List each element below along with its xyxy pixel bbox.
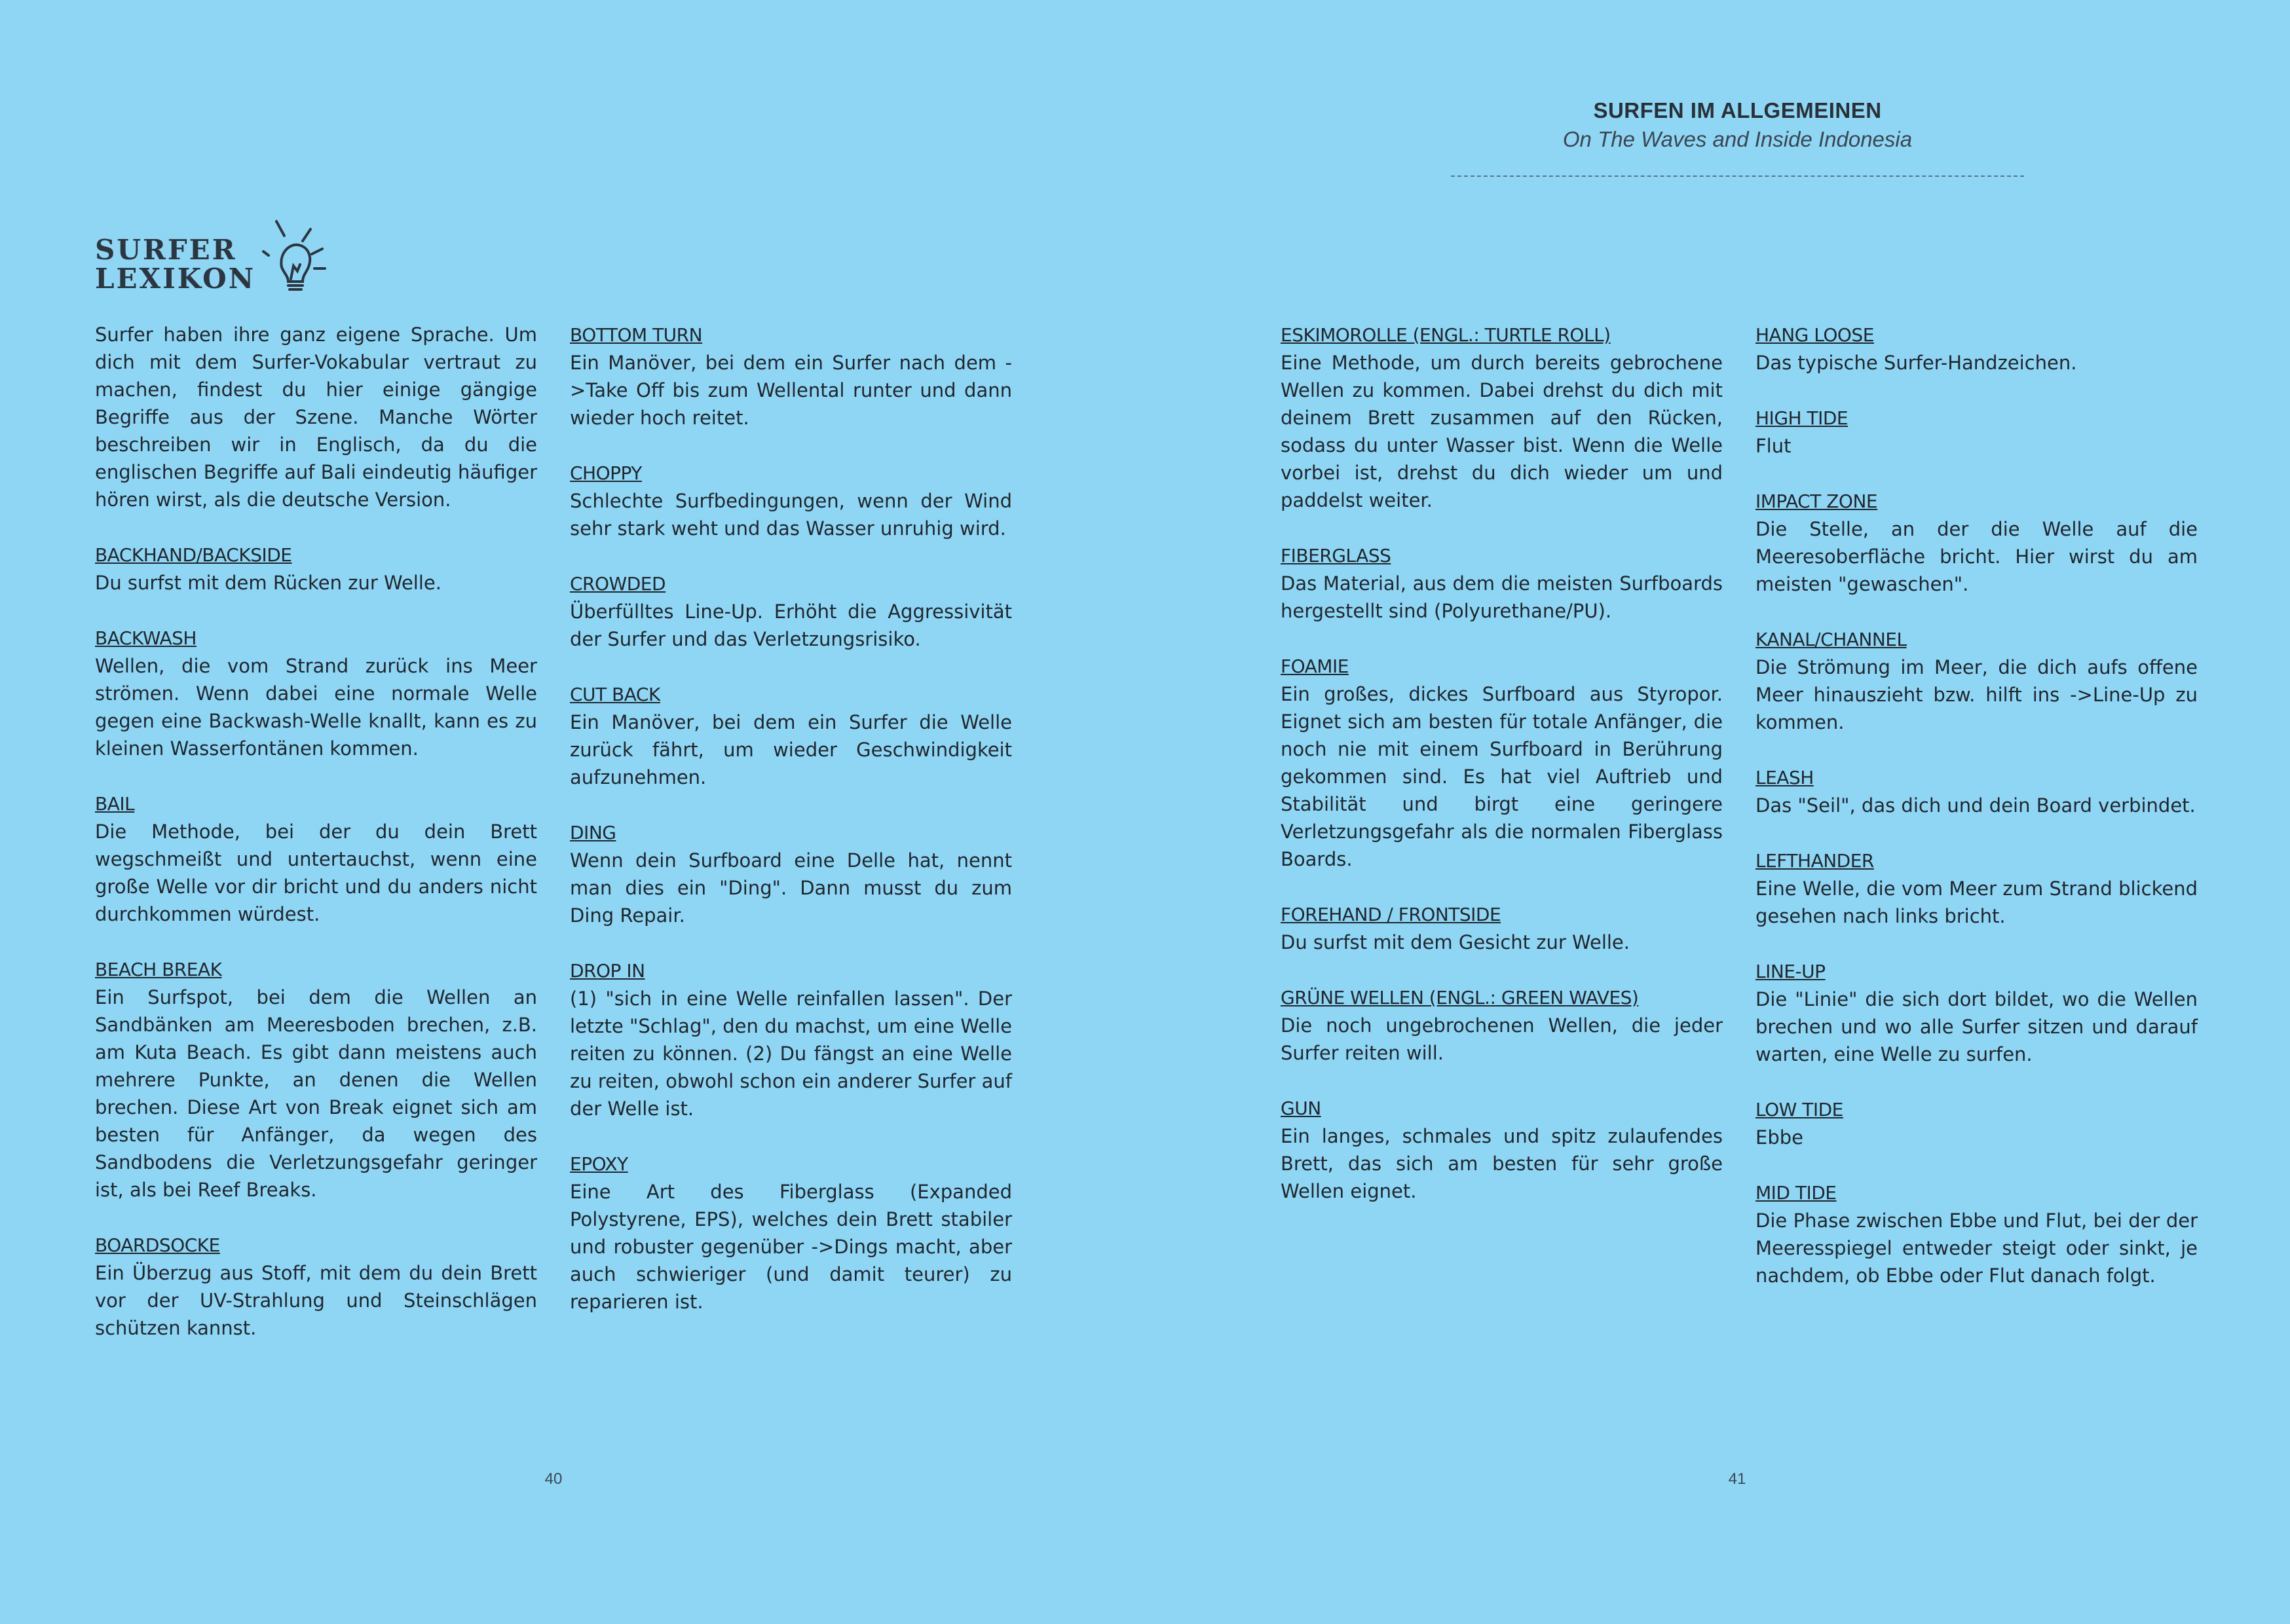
entry-definition: Die Phase zwischen Ebbe und Flut, bei der der Meeresspiegel entweder steigt oder sinkt, je nachdem, ob Ebbe oder Flut danach folgt. xyxy=(1755,1209,2198,1287)
entry-definition: Das typische Surfer-Handzeichen. xyxy=(1755,352,2077,374)
entry-definition: Du surfst mit dem Rücken zur Welle. xyxy=(95,572,441,594)
entry-term: BEACH BREAK xyxy=(95,959,222,980)
entry-definition: Das "Seil", das dich und dein Board verbindet. xyxy=(1755,794,2196,817)
lexicon-entry xyxy=(1755,847,2198,930)
lexicon-entry xyxy=(95,624,537,762)
lexicon-entry xyxy=(1755,957,2198,1068)
lexicon-entry xyxy=(1755,625,2198,736)
entry-term: LOW TIDE xyxy=(1755,1099,1843,1120)
entry-term: BACKHAND/BACKSIDE xyxy=(95,544,292,566)
lexicon-entry xyxy=(570,321,1012,432)
entry-definition: Flut xyxy=(1755,435,1792,457)
entry-definition: Du surfst mit dem Gesicht zur Welle. xyxy=(1281,931,1630,953)
entry-term: FOREHAND / FRONTSIDE xyxy=(1281,904,1501,925)
entry-definition: Eine Methode, um durch bereits gebrochene Wellen zu kommen. Dabei drehst du dich mit deinem Brett zusammen auf den Rücken, sodass du unter Wasser bist. Wenn die Welle vorbei ist, drehst du dich wieder um und paddelst weiter. xyxy=(1281,352,1723,511)
entry-term: FOAMIE xyxy=(1281,655,1349,677)
entry-definition: Ein Manöver, bei dem ein Surfer nach dem ->Take Off bis zum Wellental runter und dann wieder hoch reitet. xyxy=(570,352,1012,429)
entry-definition: Ein großes, dickes Surfboard aus Styropor. Eignet sich am besten für totale Anfänger, die noch nie mit einem Surfboard in Berührung gekommen sind. Es hat viel Auftrieb und Stabilität und birgt eine geringere Verletzungsgefahr als die normalen Fiberglass Boards. xyxy=(1281,683,1723,870)
lexicon-entry xyxy=(1755,404,2198,460)
entry-term: HIGH TIDE xyxy=(1755,407,1849,429)
entry-term: HANG LOOSE xyxy=(1755,324,1874,346)
section-title: SURFEN IM ALLGEMEINEN xyxy=(1593,98,1882,122)
logo-text xyxy=(95,236,255,293)
lexicon-column-1 xyxy=(95,321,537,1369)
lexicon-entry xyxy=(95,955,537,1204)
entry-term: GUN xyxy=(1281,1098,1321,1119)
entry-term: DING xyxy=(570,822,616,843)
lexicon-entry xyxy=(95,790,537,928)
entry-term: CROWDED xyxy=(570,573,666,595)
entry-definition: Die Strömung im Meer, die dich aufs offene Meer hinauszieht bzw. hilft ins ->Line-Up zu kommen. xyxy=(1755,656,2198,733)
lexicon-entry xyxy=(1755,764,2198,819)
lexicon-entry xyxy=(1281,321,1723,514)
logo-line-2: LEXIKON xyxy=(95,263,256,295)
lexicon-entry xyxy=(570,570,1012,653)
section-subtitle: On The Waves and Inside Indonesia xyxy=(1562,127,1913,151)
surfer-lexikon-logo xyxy=(95,216,350,301)
page-number-left: 40 xyxy=(544,1470,563,1488)
lexicon-entry xyxy=(1281,900,1723,956)
entry-definition: Die "Linie" die sich dort bildet, wo die Wellen brechen und wo alle Surfer sitzen und darauf warten, eine Welle zu surfen. xyxy=(1755,988,2198,1065)
lexicon-entry xyxy=(1755,1179,2198,1289)
entry-definition: Die noch ungebrochenen Wellen, die jeder Surfer reiten will. xyxy=(1281,1014,1723,1064)
entry-definition: Ebbe xyxy=(1755,1126,1803,1149)
entry-definition: Das Material, aus dem die meisten Surfboards hergestellt sind (Polyurethane/PU). xyxy=(1281,572,1723,622)
entry-definition: Ein langes, schmales und spitz zulaufendes Brett, das sich am besten für sehr große Wellen eignet. xyxy=(1281,1125,1723,1202)
entry-term: BAIL xyxy=(95,793,135,815)
entry-definition: Ein Manöver, bei dem ein Surfer die Welle zurück fährt, um wieder Geschwindigkeit aufzunehmen. xyxy=(570,711,1012,788)
lexicon-entry xyxy=(1281,984,1723,1067)
entry-definition: Eine Art des Fiberglass (Expanded Polystyrene, EPS), welches dein Brett stabiler und robuster gegenüber ->Dings macht, aber auch schwieriger (und damit teurer) zu reparieren ist. xyxy=(570,1181,1012,1313)
entry-term: IMPACT ZONE xyxy=(1755,490,1878,512)
lexicon-entry xyxy=(570,957,1012,1122)
entry-term: LEASH xyxy=(1755,767,1814,788)
lexicon-entry xyxy=(570,680,1012,791)
header-divider xyxy=(1451,175,2024,177)
entry-term: BOTTOM TURN xyxy=(570,324,703,346)
running-head xyxy=(1451,98,2024,152)
entry-term: CUT BACK xyxy=(570,684,660,705)
entry-definition: Eine Welle, die vom Meer zum Strand blickend gesehen nach links bricht. xyxy=(1755,877,2198,927)
entry-definition: Überfülltes Line-Up. Erhöht die Aggressivität der Surfer und das Verletzungsrisiko. xyxy=(570,600,1012,650)
entry-term: FIBERGLASS xyxy=(1281,545,1391,566)
lexicon-entry xyxy=(1755,1096,2198,1151)
entry-definition: (1) "sich in eine Welle reinfallen lassen". Der letzte "Schlag", den du machst, um eine Welle reiten zu können. (2) Du fängst an eine Welle zu reiten, obwohl schon ein anderer Surfer auf der Welle ist. xyxy=(570,987,1012,1120)
lexicon-entry xyxy=(1281,542,1723,625)
lexicon-entry xyxy=(570,459,1012,542)
entry-definition: Wellen, die vom Strand zurück ins Meer strömen. Wenn dabei eine normale Welle gegen eine Backwash-Welle knallt, kann es zu kleinen Wasserfontänen kommen. xyxy=(95,655,537,760)
entry-definition: Schlechte Surfbedingungen, wenn der Wind sehr stark weht und das Wasser unruhig wird. xyxy=(570,490,1012,540)
entry-definition: Ein Überzug aus Stoff, mit dem du dein Brett vor der UV-Strahlung und Steinschlägen schützen kannst. xyxy=(95,1262,537,1339)
lexicon-column-2 xyxy=(570,321,1012,1343)
entry-term: CHOPPY xyxy=(570,462,642,484)
lexicon-entry xyxy=(1755,487,2198,598)
entry-term: LINE-UP xyxy=(1755,961,1826,982)
entry-term: MID TIDE xyxy=(1755,1182,1837,1204)
entry-definition: Ein Surfspot, bei dem die Wellen an Sandbänken am Meeresboden brechen, z.B. am Kuta Beach. Es gibt dann meistens auch mehrere Punkte, an denen die Wellen brechen. Diese Art von Break eignet sich am besten für Anfänger, da wegen des Sandbodens die Verletzungsgefahr geringer ist, als bei Reef Breaks. xyxy=(95,986,537,1201)
intro-paragraph: Surfer haben ihre ganz eigene Sprache. Um dich mit dem Surfer-Vokabular vertraut zu machen, findest du hier einige gängige Begriffe aus der Szene. Manche Wörter beschreiben wir in Englisch, da du die englischen Begriffe auf Bali eindeutig häufiger hören wirst, als die deutsche Version. xyxy=(95,323,537,511)
logo-line-1: SURFER xyxy=(95,234,237,266)
entry-definition: Wenn dein Surfboard eine Delle hat, nennt man dies ein "Ding". Dann musst du zum Ding Repair. xyxy=(570,849,1012,927)
lexicon-entry xyxy=(95,1231,537,1342)
lexicon-entry xyxy=(1281,1094,1723,1205)
lexicon-entry xyxy=(570,819,1012,929)
entry-term: BOARDSOCKE xyxy=(95,1234,220,1256)
entry-term: KANAL/CHANNEL xyxy=(1755,629,1907,650)
lexicon-entry xyxy=(1755,321,2198,377)
entry-term: LEFTHANDER xyxy=(1755,850,1874,872)
lexicon-column-3 xyxy=(1281,321,1723,1232)
lexicon-entry xyxy=(1281,652,1723,873)
entry-term: GRÜNE WELLEN (ENGL.: GREEN WAVES) xyxy=(1281,987,1639,1008)
entry-term: BACKWASH xyxy=(95,627,197,649)
lexicon-entry xyxy=(570,1150,1012,1316)
entry-term: DROP IN xyxy=(570,960,645,982)
entry-definition: Die Stelle, an der die Welle auf die Meeresoberfläche bricht. Hier wirst du am meisten "gewaschen". xyxy=(1755,518,2198,595)
lexicon-column-4 xyxy=(1755,321,2198,1317)
entry-definition: Die Methode, bei der du dein Brett wegschmeißt und untertauchst, wenn eine große Welle vor dir bricht und du anders nicht durchkommen würdest. xyxy=(95,821,537,925)
entry-term: EPOXY xyxy=(570,1153,628,1175)
lightbulb-icon xyxy=(262,216,347,301)
entry-term: ESKIMOROLLE (ENGL.: TURTLE ROLL) xyxy=(1281,324,1611,346)
page-number-right: 41 xyxy=(1728,1470,1746,1488)
lexicon-entry xyxy=(95,541,537,597)
